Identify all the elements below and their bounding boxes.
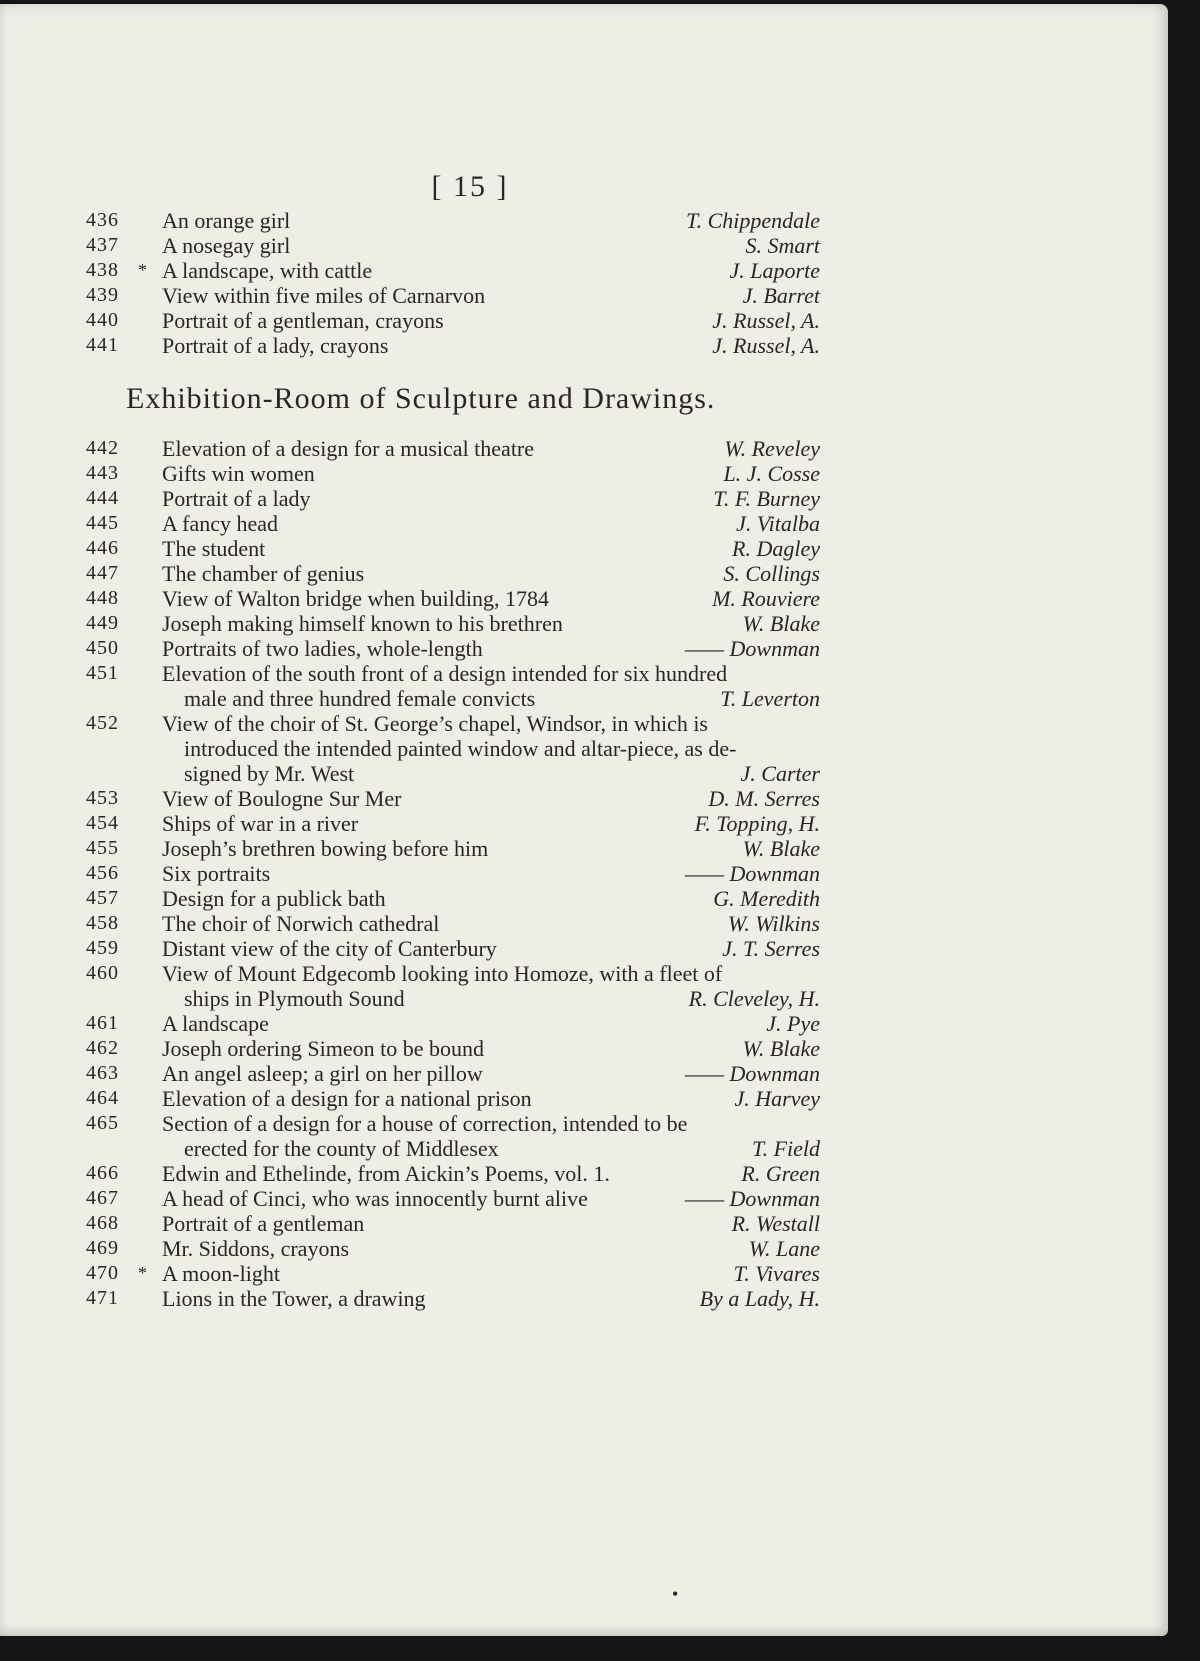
catalogue-entry (0, 536, 1168, 561)
entry-artist: J. Russel, A. (712, 333, 820, 358)
entry-list-sculpture-drawings (0, 436, 1168, 1311)
catalogue-entry (0, 1036, 1168, 1061)
entry-title: Portrait of a lady, crayons (162, 333, 389, 358)
catalogue-entry (0, 661, 1168, 711)
catalogue-entry (0, 1236, 1168, 1261)
entry-artist: R. Cleveley, H. (688, 986, 820, 1011)
entry-artist: —— Downman (684, 636, 820, 661)
entry-title: The chamber of genius (162, 561, 365, 586)
catalogue-entry (0, 1111, 1168, 1161)
entry-title-line: male and three hundred female convicts (184, 686, 536, 711)
entry-title-line: introduced the intended painted window and altar-piece, as de- (184, 736, 737, 761)
catalogue-entry (0, 636, 1168, 661)
entry-artist: R. Dagley (732, 536, 820, 561)
entry-artist: T. F. Burney (713, 486, 820, 511)
entry-title (162, 711, 822, 786)
entry-title: Portrait of a gentleman (162, 1211, 365, 1236)
catalogue-entry (0, 1061, 1168, 1086)
entry-title: Joseph ordering Simeon to be bound (162, 1036, 485, 1061)
catalogue-entry (0, 1186, 1168, 1211)
catalogue-entry (0, 1261, 1168, 1286)
entry-number: 459 (86, 937, 119, 959)
entry-artist: J. Harvey (734, 1086, 820, 1111)
entry-artist: T. Field (751, 1136, 820, 1161)
entry-artist: —— Downman (684, 861, 820, 886)
entry-artist: J. Vitalba (736, 511, 820, 536)
catalogue-entry (0, 811, 1168, 836)
entry-number: 466 (86, 1162, 119, 1184)
entry-number: 461 (86, 1012, 119, 1034)
entry-artist: T. Vivares (733, 1261, 820, 1286)
entry-list-paintings (0, 208, 1168, 358)
entry-number: 452 (86, 712, 119, 734)
page-number-header: [ 15 ] (431, 170, 509, 203)
entry-title: A moon-light (162, 1261, 280, 1286)
entry-title: Ships of war in a river (162, 811, 359, 836)
entry-title: Distant view of the city of Canterbury (162, 936, 497, 961)
catalogue-entry (0, 1211, 1168, 1236)
catalogue-entry (0, 258, 1168, 283)
entry-title: A landscape, with cattle (162, 258, 373, 283)
entry-number: 442 (86, 437, 119, 459)
entry-title-line: Section of a design for a house of correction, intended to be (162, 1111, 688, 1136)
entry-number: 447 (86, 562, 119, 584)
catalogue-entry (0, 886, 1168, 911)
catalogue-entry (0, 711, 1168, 786)
entry-title: Portraits of two ladies, whole-length (162, 636, 483, 661)
entry-number: 471 (86, 1287, 119, 1309)
entry-artist: —— Downman (684, 1186, 820, 1211)
entry-title: Mr. Siddons, crayons (162, 1236, 349, 1261)
entry-title: The choir of Norwich cathedral (162, 911, 440, 936)
entry-number: 464 (86, 1087, 119, 1109)
entry-artist: J. Laporte (729, 258, 820, 283)
entry-artist: —— Downman (684, 1061, 820, 1086)
entry-number: 449 (86, 612, 119, 634)
entry-number: 463 (86, 1062, 119, 1084)
catalogue-entry (0, 283, 1168, 308)
entry-artist: T. Leverton (720, 686, 820, 711)
entry-title: Gifts win women (162, 461, 315, 486)
catalogue-entry (0, 308, 1168, 333)
entry-artist: S. Collings (723, 561, 820, 586)
catalogue-entry (0, 1161, 1168, 1186)
entry-artist: R. Green (741, 1161, 820, 1186)
entry-number: 439 (86, 284, 119, 306)
entry-number: 470 (86, 1262, 119, 1284)
entry-artist: R. Westall (731, 1211, 820, 1236)
catalogue-page (0, 4, 1168, 1636)
entry-title: Joseph making himself known to his brethren (162, 611, 563, 636)
entry-title: Elevation of a design for a national prison (162, 1086, 532, 1111)
catalogue-entry (0, 836, 1168, 861)
entry-artist: J. Russel, A. (712, 308, 820, 333)
catalogue-entry (0, 1011, 1168, 1036)
entry-number: 469 (86, 1237, 119, 1259)
entry-title: Portrait of a lady (162, 486, 311, 511)
entry-artist: By a Lady, H. (699, 1286, 820, 1311)
entry-title: The student (162, 536, 266, 561)
entry-artist: D. M. Serres (708, 786, 820, 811)
catalogue-entry (0, 786, 1168, 811)
section-title: Exhibition-Room of Sculpture and Drawings. (126, 382, 716, 415)
catalogue-entry (0, 911, 1168, 936)
entry-title: View of Walton bridge when building, 1784 (162, 586, 549, 611)
entry-number: 437 (86, 234, 119, 256)
catalogue-entry (0, 436, 1168, 461)
entry-artist: W. Blake (742, 836, 820, 861)
entry-artist: W. Wilkins (727, 911, 820, 936)
entry-title-line: Elevation of the south front of a design intended for six hundred (162, 661, 728, 686)
entry-artist: J. Barret (742, 283, 820, 308)
catalogue-entry (0, 233, 1168, 258)
entry-artist: W. Blake (742, 611, 820, 636)
catalogue-entry (0, 861, 1168, 886)
entry-number: 465 (86, 1112, 119, 1134)
entry-number: 445 (86, 512, 119, 534)
entry-number: 460 (86, 962, 119, 984)
entry-artist: G. Meredith (713, 886, 820, 911)
catalogue-entry (0, 208, 1168, 233)
entry-artist: S. Smart (745, 233, 820, 258)
entry-number: 453 (86, 787, 119, 809)
entry-number: 457 (86, 887, 119, 909)
catalogue-entry (0, 586, 1168, 611)
entry-title: A fancy head (162, 511, 279, 536)
printer-mark: • (672, 1584, 679, 1604)
entry-title: View within five miles of Carnarvon (162, 283, 486, 308)
entry-title: Lions in the Tower, a drawing (162, 1286, 426, 1311)
entry-number: 443 (86, 462, 119, 484)
entry-artist: M. Rouviere (712, 586, 820, 611)
entry-number: 456 (86, 862, 119, 884)
entry-artist: J. T. Serres (722, 936, 820, 961)
entry-title: Six portraits (162, 861, 271, 886)
entry-title (162, 1111, 822, 1161)
entry-title-line: View of Mount Edgecomb looking into Homoze, with a fleet of (162, 961, 723, 986)
entry-title-line: View of the choir of St. George’s chapel, Windsor, in which is (162, 711, 708, 736)
entry-artist: T. Chippendale (685, 208, 820, 233)
entry-title-line: signed by Mr. West (184, 761, 355, 786)
entry-number: 441 (86, 334, 119, 356)
catalogue-entry (0, 1286, 1168, 1311)
entry-number: 468 (86, 1212, 119, 1234)
entry-artist: J. Carter (740, 761, 820, 786)
entry-number: 462 (86, 1037, 119, 1059)
catalogue-entry (0, 936, 1168, 961)
entry-title: A nosegay girl (162, 233, 291, 258)
entry-title-line: erected for the county of Middlesex (184, 1136, 499, 1161)
entry-artist: L. J. Cosse (723, 461, 820, 486)
entry-star: * (138, 260, 147, 280)
entry-number: 451 (86, 662, 119, 684)
entry-title: Design for a publick bath (162, 886, 386, 911)
entry-title: An angel asleep; a girl on her pillow (162, 1061, 483, 1086)
entry-star: * (138, 1263, 147, 1283)
entry-number: 440 (86, 309, 119, 331)
entry-title-line: ships in Plymouth Sound (184, 986, 405, 1011)
catalogue-entry (0, 486, 1168, 511)
entry-number: 436 (86, 209, 119, 231)
catalogue-entry (0, 511, 1168, 536)
entry-number: 458 (86, 912, 119, 934)
catalogue-entry (0, 961, 1168, 1011)
entry-artist: F. Topping, H. (694, 811, 820, 836)
entry-artist: J. Pye (766, 1011, 820, 1036)
entry-number: 446 (86, 537, 119, 559)
entry-artist: W. Reveley (724, 436, 820, 461)
entry-title: Joseph’s brethren bowing before him (162, 836, 489, 861)
entry-number: 438 (86, 259, 119, 281)
entry-title: Edwin and Ethelinde, from Aickin’s Poems, vol. 1. (162, 1161, 610, 1186)
catalogue-entry (0, 1086, 1168, 1111)
entry-title: An orange girl (162, 208, 291, 233)
entry-number: 455 (86, 837, 119, 859)
entry-title: A head of Cinci, who was innocently burnt alive (162, 1186, 588, 1211)
entry-title: Elevation of a design for a musical theatre (162, 436, 535, 461)
entry-number: 454 (86, 812, 119, 834)
catalogue-entry (0, 561, 1168, 586)
catalogue-entry (0, 461, 1168, 486)
entry-title: A landscape (162, 1011, 269, 1036)
catalogue-entry (0, 611, 1168, 636)
entry-artist: W. Lane (748, 1236, 820, 1261)
entry-artist: W. Blake (742, 1036, 820, 1061)
entry-number: 448 (86, 587, 119, 609)
entry-number: 467 (86, 1187, 119, 1209)
entry-number: 450 (86, 637, 119, 659)
entry-number: 444 (86, 487, 119, 509)
entry-title: Portrait of a gentleman, crayons (162, 308, 444, 333)
catalogue-entry (0, 333, 1168, 358)
entry-title: View of Boulogne Sur Mer (162, 786, 402, 811)
